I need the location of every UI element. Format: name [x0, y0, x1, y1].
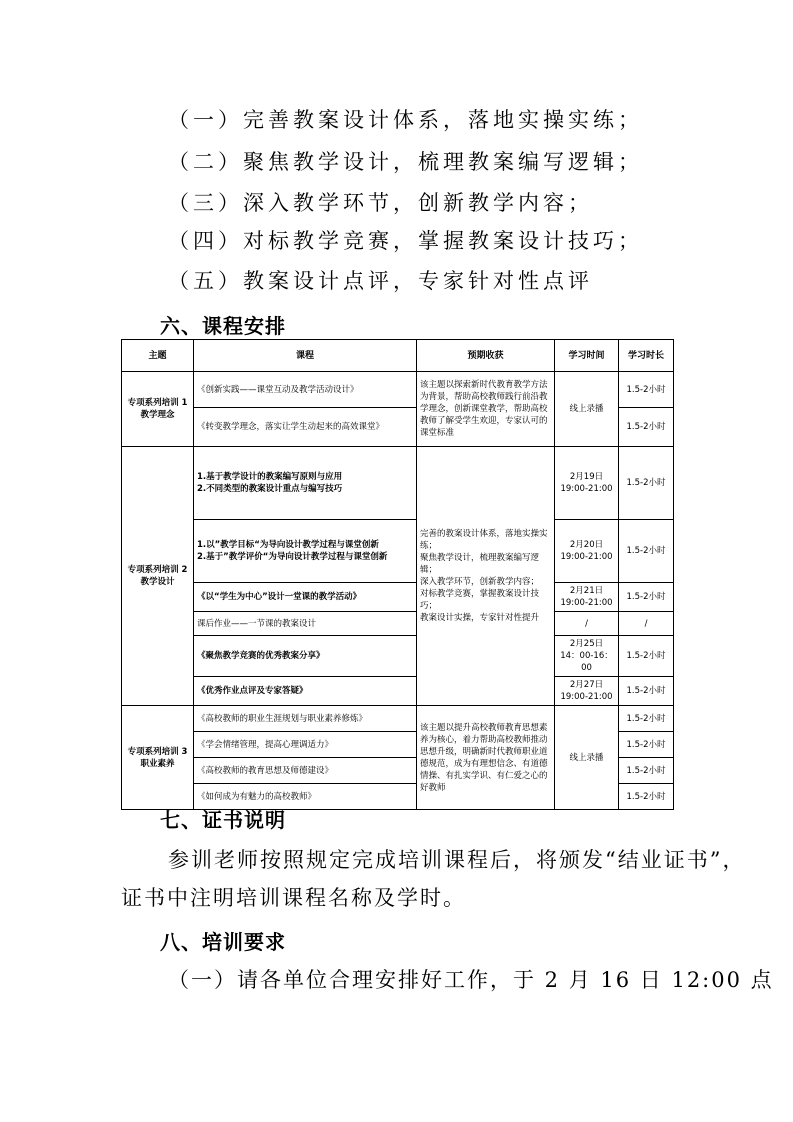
duration-cell: 1.5-2小时 — [619, 583, 674, 612]
time-cell: 2月20日 19:00-21:00 — [555, 520, 619, 583]
course-cell: 《如何成为有魅力的高校教师》 — [194, 784, 417, 810]
course-cell: 1.以”教学目标“为导向设计教学过程与课堂创新 2.基于”教学评价“为导向设计教学过程与课堂创新 — [194, 520, 417, 583]
topic-cell: 专项系列培训 2 教学设计 — [122, 447, 194, 706]
time-cell: 2月19日 19:00-21:00 — [555, 447, 619, 520]
header-topic: 主题 — [122, 340, 194, 372]
section6-heading: 六、课程安排 — [160, 314, 286, 338]
time-cell: / — [555, 612, 619, 636]
topic-cell: 专项系列培训 1 教学理念 — [122, 372, 194, 447]
time-cell: 2月27日 19:00-21:00 — [555, 677, 619, 706]
course-cell: 《以“学生为中心”设计一堂课的教学活动》 — [194, 583, 417, 612]
duration-cell: 1.5-2小时 — [619, 636, 674, 677]
expect-cell: 该主题以提升高校教师教育思想素养为核心，着力帮助高校教师推动思想升级，明确新时代教师职业道德规范，成为有理想信念、有道德情操、有扎实学识、有仁爱之心的好教师 — [417, 706, 555, 810]
duration-cell: 1.5-2小时 — [619, 677, 674, 706]
table-row — [122, 447, 674, 520]
header-course: 课程 — [194, 340, 417, 372]
course-schedule-table — [121, 339, 674, 810]
intro-item-1: （一）完善教案设计体系，落地实操实练； — [168, 108, 643, 132]
intro-item-5: （五）教案设计点评，专家针对性点评 — [168, 269, 593, 293]
expect-cell: 完善的教案设计体系，落地实操实练； 聚焦教学设计，梳理教案编写逻辑； 深入教学环节，创新教学内容； 对标教学竞赛，掌握教案设计技巧； 教案设计实操，专家针对性提升 — [417, 447, 555, 706]
duration-cell: 1.5-2小时 — [619, 372, 674, 408]
header-time: 学习时间 — [555, 340, 619, 372]
duration-cell: / — [619, 612, 674, 636]
certificate-text-line-1: 参训老师按照规定完成培训课程后，将颁发“结业证书”， — [168, 848, 746, 872]
time-cell: 2月25日 14：00-16：00 — [555, 636, 619, 677]
table-row — [122, 372, 674, 408]
table-row — [122, 583, 674, 612]
time-cell: 线上录播 — [555, 706, 619, 810]
duration-cell: 1.5-2小时 — [619, 758, 674, 784]
table-header-row — [122, 340, 674, 372]
course-cell: 《优秀作业点评及专家答疑》 — [194, 677, 417, 706]
expect-cell: 该主题以探索新时代教育教学方法为背景，帮助高校教师践行前沿教学理念，创新课堂教学，帮助高校教师了解受学生欢迎，专家认可的课堂标准 — [417, 372, 555, 447]
course-cell: 课后作业——一节课的教案设计 — [194, 612, 417, 636]
duration-cell: 1.5-2小时 — [619, 520, 674, 583]
topic-cell: 专项系列培训 3 职业素养 — [122, 706, 194, 810]
duration-cell: 1.5-2小时 — [619, 408, 674, 447]
duration-cell: 1.5-2小时 — [619, 447, 674, 520]
course-cell: 《转变教学理念，落实让学生动起来的高效课堂》 — [194, 408, 417, 447]
time-cell: 线上录播 — [555, 372, 619, 447]
duration-cell: 1.5-2小时 — [619, 784, 674, 810]
header-expect: 预期收获 — [417, 340, 555, 372]
intro-item-3: （三）深入教学环节，创新教学内容； — [168, 191, 593, 215]
time-cell: 2月21日 19:00-21:00 — [555, 583, 619, 612]
course-cell: 《高校教师的教育思想及师德建设》 — [194, 758, 417, 784]
table-row — [122, 636, 674, 677]
duration-cell: 1.5-2小时 — [619, 706, 674, 732]
section8-heading: 八、培训要求 — [160, 930, 286, 954]
requirement-line-1: （一）请各单位合理安排好工作，于 2 月 16 日 12:00 点 — [168, 968, 774, 992]
section7-heading: 七、证书说明 — [160, 808, 286, 832]
course-cell: 《创新实践——课堂互动及教学活动设计》 — [194, 372, 417, 408]
table-row — [122, 677, 674, 706]
intro-item-2: （二）聚焦教学设计，梳理教案编写逻辑； — [168, 150, 643, 174]
course-cell: 《聚焦教学竞赛的优秀教案分享》 — [194, 636, 417, 677]
table-row — [122, 706, 674, 732]
header-duration: 学习时长 — [619, 340, 674, 372]
table-row — [122, 612, 674, 636]
duration-cell: 1.5-2小时 — [619, 732, 674, 758]
course-cell: 1.基于教学设计的教案编写原则与应用 2.不同类型的教案设计重点与编写技巧 — [194, 447, 417, 520]
course-cell: 《高校教师的职业生涯规划与职业素养修炼》 — [194, 706, 417, 732]
course-cell: 《学会情绪管理，提高心理调适力》 — [194, 732, 417, 758]
intro-item-4: （四）对标教学竞赛，掌握教案设计技巧； — [168, 229, 643, 253]
table-row — [122, 520, 674, 583]
certificate-text-line-2: 证书中注明培训课程名称及学时。 — [121, 886, 466, 910]
